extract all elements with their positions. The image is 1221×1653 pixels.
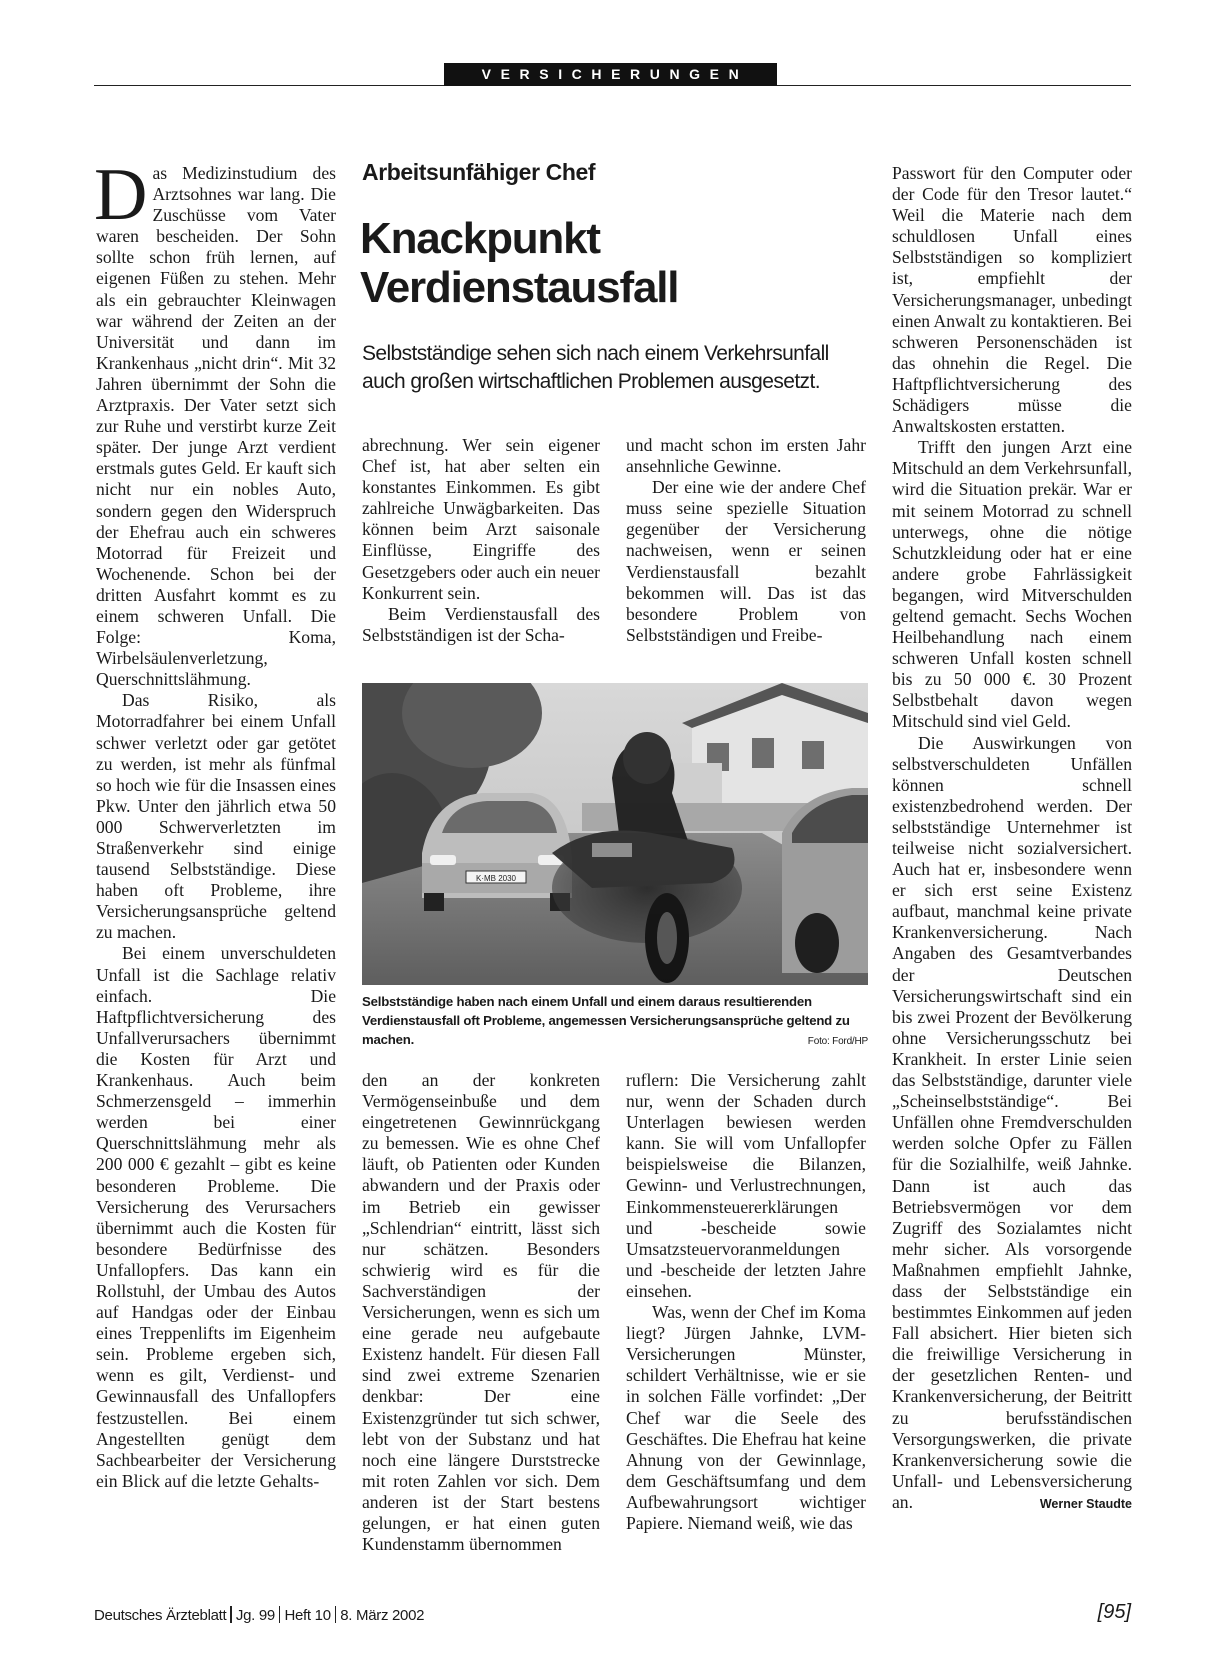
article-column-3-lower: [626, 1070, 866, 1534]
journal-name: Deutsches Ärzteblatt: [94, 1607, 227, 1624]
license-plate: K·MB 2030: [475, 874, 517, 883]
paragraph: abrechnung. Wer sein eigener Chef ist, hat aber selten ein konstantes Einkommen. Es gibt zahlreiche Unwägbarkeiten. Das können beim Arzt saisonale Einflüsse, Eingriffe des Gesetzgebers oder auch ein neuer Konkurrent sein.: [362, 435, 600, 603]
footer-divider: [335, 1606, 337, 1623]
paragraph: Trifft den jungen Arzt eine Mitschuld an dem Verkehrsunfall, wird die Situation prekär. War er mit seinem Motorrad zu schnell unterwegs, ohne die nötige Schutzkleidung oder hat er eine andere grobe Fahrlässigkeit begangen, wird Mitverschulden geltend gemacht. Sechs Wochen Heilbehandlung nach einem schweren Unfall kosten schnell bis zu 50 000 €. 30 Prozent Selbstbehalt davon wegen Mitschuld sind viel Geld.: [892, 437, 1132, 732]
paragraph: Bei einem unverschuldeten Unfall ist die Sachlage relativ einfach. Die Haftpflichtversicherung des Unfallverursachers übernimmt die Kosten für Arzt und Krankenhaus. Auch beim Schmerzensgeld – immerhin werden bei einer Querschnittslähmung mehr als 200 000 € gezahlt – gibt es keine besonderen Probleme. Die Versicherung des Verursachers übernimmt auch die Kosten für besondere Bedürfnisse des Unfallopfers. Das kann ein Rollstuhl, der Umbau des Autos auf Handgas oder der Einbau eines Treppenlifts im Eigenheim sein. Probleme ergeben sich, wenn es gilt, Verdienst- und Gewinnausfall des Unfallopfers festzustellen. Bei einem Angestellten genügt dem Sachbearbeiter der Versicherung ein Blick auf die letzte Gehalts-: [96, 943, 336, 1491]
motorcycle-street-photo: [362, 683, 868, 985]
paragraph: Der eine wie der andere Chef muss seine spezielle Situation gegenüber der Versicherung nachweisen, wenn er seinen Verdienstausfall bezahlt bekommen will. Das ist das besondere Problem von Selbstständigen und Freibe-: [626, 477, 866, 645]
page-number: [95]: [1097, 1601, 1131, 1623]
article-kicker: Arbeitsunfähiger Chef: [362, 159, 596, 185]
paragraph: ruflern: Die Versicherung zahlt nur, wenn der Schaden durch Unterlagen bewiesen werden kann. Sie will vom Unfallopfer beispielsweise die Bilanzen, Gewinn- und Verlustrechnungen, Einkommensteuererklärungen und -bescheide sowie Umsatzsteuervoranmeldungen und -bescheide der letzten Jahre einsehen.: [626, 1070, 866, 1301]
section-tag: VERSICHERUNGEN: [444, 63, 777, 86]
issue-date: 8. März 2002: [340, 1607, 425, 1624]
paragraph: [94, 154, 336, 690]
paragraph: den an der konkreten Vermögenseinbuße und dem eingetretenen Gewinnrückgang zu bemessen. Wie es ohne Chef läuft, ob Patienten oder Kunden abwandern und der Praxis oder im Betrieb ein gewisser „Schlendrian“ eintritt, lässt sich nur schätzen. Besonders schwierig wird es für die Sachverständigen der Versicherungen, wenn es sich um eine gerade neu aufgebaute Existenz handelt. Für diesen Fall sind zwei extreme Szenarien denkbar: Der eine Existenzgründer tut sich schwer, lebt von der Substanz und hat noch eine längere Durststrecke mit roten Zahlen vor sich. Dem anderen ist der Start bestens gelungen, er hat einen guten Kundenstamm übernommen: [362, 1070, 600, 1555]
photo-credit: Foto: Ford/HP: [807, 1036, 868, 1047]
parked-car: [782, 788, 868, 973]
paragraph: und macht schon im ersten Jahr ansehnliche Gewinne.: [626, 435, 866, 477]
paragraph: Das Risiko, als Motorradfahrer bei einem Unfall schwer verletzt oder gar getötet zu werden, ist mehr als fünfmal so hoch wie für die Insassen eines Pkw. Unter den jährlich etwa 50 000 Schwerverletzten im Straßenverkehr sind einige tausend Selbstständige. Diese haben oft Probleme, ihre Versicherungsansprüche geltend zu machen.: [96, 690, 336, 943]
drop-cap: D: [94, 154, 148, 236]
footer-divider: [279, 1606, 281, 1623]
article-column-4: [892, 163, 1132, 1515]
photo-caption: [362, 992, 868, 1051]
paragraph-text: as Medizinstudium des Arztsohnes war lang. Die Zuschüsse vom Vater waren bescheiden. Der Sohn sollte schon früh lernen, auf eigenen Füßen zu stehen. Mehr als ein gebrauchter Kleinwagen war während der Zeiten an der Universität und dann im Krankenhaus „nicht drin“. Mit 32 Jahren übernimmt der Sohn die Arztpraxis. Der Vater setzt sich zur Ruhe und verstirbt kurze Zeit später. Der junge Arzt verdient erstmals gutes Geld. Er kauft sich nicht nur ein nobles Auto, sondern gegen den Widerspruch der Ehefrau auch ein schweres Motorrad für Freizeit und Wochenende. Schon bei der dritten Ausfahrt kommt es zu einem schweren Unfall. Die Folge: Koma, Wirbelsäulenverletzung, Querschnittslähmung.: [96, 163, 336, 690]
paragraph: Was, wenn der Chef im Koma liegt? Jürgen Jahnke, LVM-Versicherungen Münster, schildert Verhältnisse, wie er sie in solchen Fälle vorfindet: „Der Chef war die Seele des Geschäftes. Die Ehefrau hat keine Ahnung von der Gewinnlage, dem Geschäftsumfang und dem Aufbewahrungsort wichtiger Papiere. Niemand weiß, wie das: [626, 1302, 866, 1533]
article-headline: Knackpunkt Verdienstausfall: [360, 214, 679, 312]
author-name: Werner Staudte: [1039, 1496, 1132, 1511]
article-column-2-lower: [362, 1070, 600, 1555]
article-column-2-upper: [362, 435, 600, 646]
article-photo: [362, 683, 868, 985]
paragraph-text: Die Auswirkungen von selbstverschuldeten Unfällen können schnell existenzbedrohend werden. Der selbstständige Unternehmer ist teilweise nicht sozialversichert. Auch hat er, insbesondere wenn er sich erst seine Existenz aufbaut, manchmal keine private Krankenversicherung. Nach Angaben des Gesamtverbandes der Deutschen Versicherungswirtschaft sind ein bis zwei Prozent der Bevölkerung ohne Versicherungsschutz bei Krankheit. In erster Linie seien das Selbstständige, darunter viele „Scheinselbstständige“. Bei Unfällen ohne Fremdverschulden werden solche Opfer zu Fällen für die Sozialhilfe, weiß Jahnke. Dann ist auch das Betriebsvermögen vor dem Zugriff des Sozialamtes nicht mehr sicher. Als vorsorgende Maßnahmen empfiehlt Jahnke, dass der Selbstständige ein bestimmtes Einkommen auf jeden Fall absichert. Hier bieten sich die freiwillige Versicherung in der gesetzlichen Renten- und Krankenversicherung, der Beitritt zu berufsständischen Versorgungswerken, die private Krankenversicherung sowie die Unfall- und Lebensversicherung an.: [892, 732, 1132, 1512]
article-column-3-upper: [626, 435, 866, 646]
footer-citation: [94, 1606, 424, 1624]
car: [422, 793, 572, 911]
footer-divider: [230, 1606, 232, 1623]
paragraph: Passwort für den Computer oder der Code für den Tresor lautet.“ Weil die Materie nach dem schuldlosen Unfall eines Selbstständigen so kompliziert ist, empfiehlt der Versicherungsmanager, unbedingt einen Anwalt zu kontaktieren. Bei schweren Personenschäden ist das ohnehin die Regel. Die Haftpflichtversicherung des Schädigers müsse die Anwaltskosten erstatten.: [892, 163, 1132, 437]
journal-volume: Jg. 99: [235, 1607, 275, 1624]
article-column-1: [94, 154, 336, 1492]
paragraph: Beim Verdienstausfall des Selbstständigen ist der Scha-: [362, 603, 600, 645]
caption-text: Selbstständige haben nach einem Unfall und einem daraus resultierenden Verdienstausfall oft Probleme, angemessen Versicherungsansprüche geltend zu machen.: [362, 994, 850, 1047]
journal-issue: Heft 10: [284, 1607, 331, 1624]
paragraph: [892, 733, 1132, 1513]
article-deck: Selbstständige sehen sich nach einem Verkehrsunfall auch großen wirtschaftlichen Problemen ausgesetzt.: [362, 342, 829, 393]
